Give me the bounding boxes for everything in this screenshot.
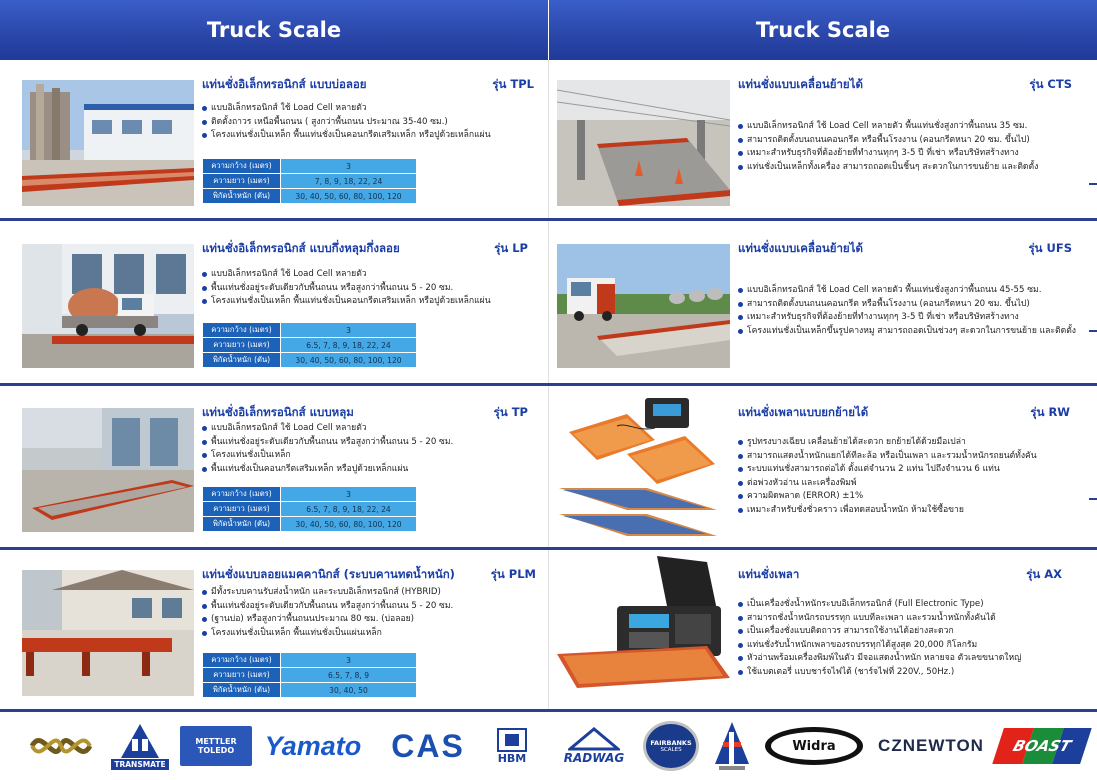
- product-model-lp: รุ่น LP: [494, 241, 528, 255]
- mettler-text: METTLER: [195, 737, 237, 746]
- bullet-list-plm: [202, 586, 453, 640]
- product-photo-lp: [22, 244, 194, 368]
- header-right-title: Truck Scale: [755, 18, 891, 42]
- spec-key: พิกัดน้ำหนัก (ตัน): [203, 683, 281, 698]
- spec-key: ความกว้าง (เมตร): [203, 323, 281, 338]
- cznewton-logo: [872, 726, 990, 766]
- spec-key: ความกว้าง (เมตร): [203, 159, 281, 174]
- bullet-item: แบบอิเล็กทรอนิกส์ ใช้ Load Cell หลายตัว พื้นแท่นชั่งสูงกว่าพื้นถนน 35 ซม.: [738, 120, 1038, 134]
- spec-value: 30, 40, 50, 60, 80, 100, 120: [281, 517, 417, 532]
- spec-table-tpl: [202, 158, 417, 204]
- cas-text: CAS: [391, 727, 465, 764]
- bullet-item: รูปทรงบางเฉียบ เคลื่อนย้ายได้สะดวก ยกย้ายได้ด้วยมือเปล่า: [738, 436, 1037, 450]
- transmate-text: TRANSMATE: [111, 759, 168, 770]
- spec-table-tp: [202, 486, 417, 532]
- fairbanks-text: FAIRBANKS: [650, 739, 692, 747]
- bullet-list-rw: [738, 436, 1037, 518]
- hbm-text: HBM: [497, 751, 527, 765]
- product-title-ax: แท่นชั่งเพลา: [738, 567, 800, 581]
- product-photo-cts: [557, 80, 730, 206]
- spec-value: 3: [281, 323, 417, 338]
- fairbanks-sub-text: SCALES: [660, 747, 682, 753]
- bullet-item: แบบอิเล็กทรอนิกส์ ใช้ Load Cell หลายตัว: [202, 422, 453, 436]
- product-photo-ufs: [557, 244, 730, 368]
- yamato-text: Yamato: [264, 730, 362, 761]
- bullet-item: เหมาะสำหรับชั่งชั่วคราว เพื่อทดสอบน้ำหนัก ห้ามใช้ซื้อขาย: [738, 504, 1037, 518]
- boast-logo: [996, 722, 1088, 770]
- bullet-item: (ฐานบ่อ) หรือสูงกว่าพื้นถนนประมาณ 80 ซม. (บ่อลอย): [202, 613, 453, 627]
- spec-key: พิกัดน้ำหนัก (ตัน): [203, 189, 281, 204]
- spec-value: 3: [281, 159, 417, 174]
- bullet-item: สามารถชั่งน้ำหนักรถบรรทุก แบบทีละเพลา และรวมน้ำหนักทั้งคันได้: [738, 612, 1021, 626]
- spec-key: พิกัดน้ำหนัก (ตัน): [203, 517, 281, 532]
- bullet-list-tpl: [202, 102, 491, 143]
- header-left: [0, 0, 548, 60]
- edge-tick: [1089, 330, 1097, 332]
- yamato-logo: [262, 722, 364, 770]
- bullet-item: โครงแท่นชั่งเป็นเหล็กขึ้นรูปคางหมู สามารถถอดเป็นช่วงๆ สะดวกในการขนย้าย และติดตั้ง: [738, 325, 1080, 339]
- product-model-cts: รุ่น CTS: [1029, 77, 1072, 91]
- bullet-list-tp: [202, 422, 453, 476]
- product-title-tp: แท่นชั่งอิเล็กทรอนิกส์ แบบหลุม: [202, 405, 354, 419]
- spec-key: ความกว้าง (เมตร): [203, 487, 281, 502]
- bullet-item: ความผิดพลาด (ERROR) ±1%: [738, 490, 1037, 504]
- cas-logo: [382, 722, 474, 770]
- bullet-list-ax: [738, 598, 1021, 680]
- brand-logo-bar: [0, 712, 1097, 780]
- bullet-list-ufs: [738, 284, 1080, 338]
- bullet-item: พื้นแท่นชั่งอยู่ระดับเดียวกับพื้นถนน หรือสูงกว่าพื้นถนน 5 - 20 ซม.: [202, 282, 491, 296]
- bullet-item: แบบอิเล็กทรอนิกส์ ใช้ Load Cell หลายตัว พื้นแท่นชั่งสูงกว่าพื้นถนน 45-55 ซม.: [738, 284, 1080, 298]
- bullet-item: แบบอิเล็กทรอนิกส์ ใช้ Load Cell หลายตัว: [202, 268, 491, 282]
- spec-key: ความยาว (เมตร): [203, 174, 281, 189]
- section-separator: [0, 547, 1097, 550]
- product-photo-tpl: [22, 80, 194, 206]
- bullet-item: แท่นชั่งเป็นเหล็กทั้งเครื่อง สามารถถอดเป็นชิ้นๆ สะดวกในการขนย้าย และติดตั้ง: [738, 161, 1038, 175]
- section-separator: [0, 383, 1097, 386]
- bullet-item: สามารถติดตั้งบนถนนคอนกรีต หรือพื้นโรงงาน (คอนกรีตหนา 20 ซม. ขึ้นไป): [738, 298, 1080, 312]
- spec-value: 6.5, 7, 8, 9, 18, 22, 24: [281, 338, 417, 353]
- fairbanks-logo: [642, 718, 700, 774]
- edge-tick: [1089, 498, 1097, 500]
- bullet-item: เป็นเครื่องชั่งแบบติดถาวร สามารถใช้งานได้อย่างสะดวก: [738, 625, 1021, 639]
- mettler-toledo-logo: [180, 726, 252, 766]
- product-photo-rw: [557, 392, 730, 544]
- section-separator: [0, 218, 1097, 221]
- spec-value: 3: [281, 653, 417, 668]
- spec-key: พิกัดน้ำหนัก (ตัน): [203, 353, 281, 368]
- bullet-item: แท่นชั่งรับน้ำหนักเพลาของรถบรรทุกได้สูงสุด 20,000 กิโลกรัม: [738, 639, 1021, 653]
- bullet-item: พื้นแท่นชั่งอยู่ระดับเดียวกับพื้นถนน หรือสูงกว่าพื้นถนน 5 - 20 ซม.: [202, 436, 453, 450]
- edge-tick: [1089, 183, 1097, 185]
- bullet-list-cts: [738, 120, 1038, 174]
- spec-table-plm: [202, 652, 417, 698]
- bullet-item: เหมาะสำหรับธุรกิจที่ต้องย้ายที่ทำงานทุกๆ 3-5 ปี ที่เช่า หรือบริษัทสร้างทาง: [738, 311, 1080, 325]
- product-photo-plm: [22, 570, 194, 696]
- toledo-text: TOLEDO: [197, 746, 235, 755]
- bullet-item: สามารถแสดงน้ำหนักแยกได้ทีละล้อ หรือเป็นเพลา และรวมน้ำหนักรถยนต์ทั้งคัน: [738, 450, 1037, 464]
- bullet-item: สามารถติดตั้งบนถนนคอนกรีต หรือพื้นโรงงาน (คอนกรีตหนา 20 ซม. ขึ้นไป): [738, 134, 1038, 148]
- header-left-title: Truck Scale: [206, 18, 342, 42]
- boast-text: BOAST: [1010, 737, 1074, 755]
- product-model-ax: รุ่น AX: [1026, 567, 1062, 581]
- product-photo-ax: [557, 554, 730, 706]
- spec-value: 7, 8, 9, 18, 22, 24: [281, 174, 417, 189]
- spec-key: ความยาว (เมตร): [203, 668, 281, 683]
- cznewton-text: CZNEWTON: [878, 736, 984, 755]
- bullet-item: ต่อพ่วงหัวอ่าน และเครื่องพิมพ์: [738, 477, 1037, 491]
- product-model-tpl: รุ่น TPL: [492, 77, 534, 91]
- bullet-item: เหมาะสำหรับธุรกิจที่ต้องย้ายที่ทำงานทุกๆ 3-5 ปี ที่เช่า หรือบริษัทสร้างทาง: [738, 147, 1038, 161]
- product-model-rw: รุ่น RW: [1030, 405, 1070, 419]
- widra-text: Widra: [792, 738, 836, 754]
- transmate-logo: [110, 718, 170, 774]
- spec-table-lp: [202, 322, 417, 368]
- product-title-ufs: แท่นชั่งแบบเคลื่อนย้ายได้: [738, 241, 863, 255]
- product-title-tpl: แท่นชั่งอิเล็กทรอนิกส์ แบบบ่อลอย: [202, 77, 367, 91]
- bullet-item: เป็นเครื่องชั่งน้ำหนักระบบอิเล็กทรอนิกส์ (Full Electronic Type): [738, 598, 1021, 612]
- product-photo-tp: [22, 408, 194, 532]
- bullet-item: หัวอ่านพร้อมเครื่องพิมพ์ในตัว มีจอแสดงน้ำหนัก หลายจอ ตัวเลขขนาดใหญ่: [738, 652, 1021, 666]
- product-title-plm: แท่นชั่งแบบลอยแมคคานิกส์ (ระบบคานทดน้ำหนัก): [202, 567, 455, 581]
- product-title-cts: แท่นชั่งแบบเคลื่อนย้ายได้: [738, 77, 863, 91]
- spec-value: 30, 40, 50, 60, 80, 100, 120: [281, 353, 417, 368]
- bullet-item: ติดตั้งถาวร เหนือพื้นถนน ( สูงกว่าพื้นถนน ประมาณ 35-40 ซม.): [202, 116, 491, 130]
- spec-value: 6.5, 7, 8, 9, 18, 22, 24: [281, 502, 417, 517]
- rope-knot-logo: [26, 720, 96, 772]
- bullet-item: พื้นแท่นชั่งอยู่ระดับเดียวกับพื้นถนน หรือสูงกว่าพื้นถนน 5 - 20 ซม.: [202, 600, 453, 614]
- blue-brand-logo: [710, 718, 754, 774]
- widra-logo: [764, 726, 864, 766]
- radwag-logo: [558, 720, 630, 772]
- spec-key: ความยาว (เมตร): [203, 502, 281, 517]
- spec-key: ความกว้าง (เมตร): [203, 653, 281, 668]
- bullet-item: ระบบแท่นชั่งสามารถต่อได้ ตั้งแต่จำนวน 2 แท่น ไปถึงจำนวน 6 แท่น: [738, 463, 1037, 477]
- spec-value: 30, 40, 50, 60, 80, 100, 120: [281, 189, 417, 204]
- bullet-item: โครงแท่นชั่งเป็นเหล็ก พื้นแท่นชั่งเป็นแผ่นเหล็ก: [202, 627, 453, 641]
- bullet-item: โครงแท่นชั่งเป็นเหล็ก พื้นแท่นชั่งเป็นคอนกรีตเสริมเหล็ก หรือปูด้วยเหล็กแผ่น: [202, 295, 491, 309]
- hbm-logo: [488, 720, 536, 772]
- spec-value: 6.5, 7, 8, 9: [281, 668, 417, 683]
- header-right: [549, 0, 1097, 60]
- bullet-item: มีทั้งระบบคานรับส่งน้ำหนัก และระบบอิเล็กทรอนิกส์ (HYBRID): [202, 586, 453, 600]
- radwag-text: RADWAG: [563, 751, 625, 765]
- spec-value: 3: [281, 487, 417, 502]
- product-title-lp: แท่นชั่งอิเล็กทรอนิกส์ แบบกึ่งหลุมกึ่งลอย: [202, 241, 400, 255]
- product-title-rw: แท่นชั่งเพลาแบบยกย้ายได้: [738, 405, 869, 419]
- bullet-item: โครงแท่นชั่งเป็นเหล็ก: [202, 449, 453, 463]
- product-model-ufs: รุ่น UFS: [1028, 241, 1072, 255]
- spec-value: 30, 40, 50: [281, 683, 417, 698]
- bullet-item: แบบอิเล็กทรอนิกส์ ใช้ Load Cell หลายตัว: [202, 102, 491, 116]
- product-model-plm: รุ่น PLM: [490, 567, 536, 581]
- bullet-item: พื้นแท่นชั่งเป็นคอนกรีตเสริมเหล็ก หรือปูด้วยเหล็กแผ่น: [202, 463, 453, 477]
- bullet-item: ใช้แบตเตอรี่ แบบชาร์จไฟได้ (ชาร์จไฟที่ 220V., 50Hz.): [738, 666, 1021, 680]
- spec-key: ความยาว (เมตร): [203, 338, 281, 353]
- product-model-tp: รุ่น TP: [493, 405, 528, 419]
- bullet-list-lp: [202, 268, 491, 309]
- bullet-item: โครงแท่นชั่งเป็นเหล็ก พื้นแท่นชั่งเป็นคอนกรีตเสริมเหล็ก หรือปูด้วยเหล็กแผ่น: [202, 129, 491, 143]
